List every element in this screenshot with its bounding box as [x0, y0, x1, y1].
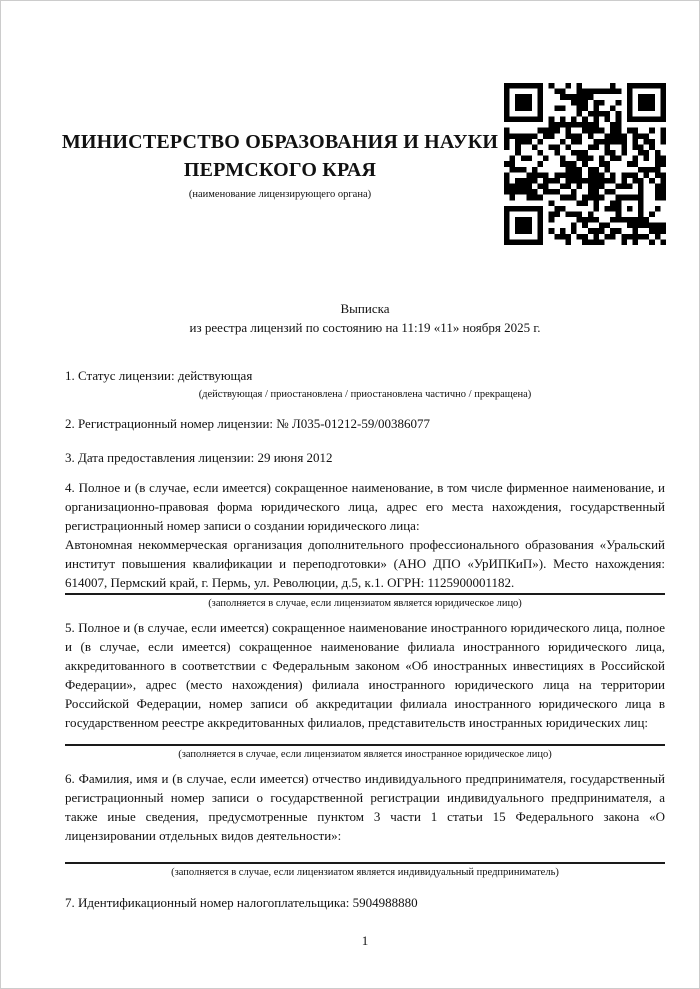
licensing-authority-header	[30, 128, 530, 201]
authority-caption: (наименование лицензирующего органа)	[188, 189, 372, 200]
ministry-name	[30, 128, 530, 184]
qr-code	[504, 83, 666, 245]
ministry-name-line1: МИНИСТЕРСТВО ОБРАЗОВАНИЯ И НАУКИ	[61, 131, 499, 153]
item-taxpayer-number	[65, 893, 665, 912]
item-individual-entrepreneur	[65, 769, 665, 879]
foreign-entity-caption: (заполняется в случае, если лицензиатом является иностранное юридическое лицо)	[178, 749, 552, 760]
fill-line	[65, 744, 665, 746]
license-status-options-caption: (действующая / приостановлена / приостановлена частично / прекращена)	[198, 389, 532, 400]
fill-line	[65, 862, 665, 864]
license-date-text: 3. Дата предоставления лицензии: 29 июня 2012	[65, 450, 333, 465]
license-status-text: 1. Статус лицензии: действующая	[65, 368, 253, 383]
document-title-line1: Выписка	[340, 301, 390, 316]
individual-entrepreneur-caption: (заполняется в случае, если лицензиатом является индивидуальный предприниматель)	[171, 867, 559, 878]
foreign-entity-text: 5. Полное и (в случае, если имеется) сокращенное наименование иностранного юридического лица, полное и (в случае, если имеется) сокращенное наименование филиала иностранного юридического лица, аккредитованного в соответствии с Федеральным законом «Об иностранных инвестициях в Российской Федерации», адрес (место нахождения) филиала иностранного юридического лица на территории Российской Федерации, номер записи об аккредитации филиала иностранного юридического лица в государственном реестре аккредитованных филиалов, представительств иностранных юридических лиц:	[65, 620, 665, 730]
item-license-date	[65, 448, 665, 467]
document-title-line2: из реестра лицензий по состоянию на 11:19 «11» ноября 2025 г.	[189, 320, 541, 335]
taxpayer-number-text: 7. Идентификационный номер налогоплательщика: 5904988880	[65, 895, 418, 910]
ministry-name-line2: ПЕРМСКОГО КРАЯ	[183, 159, 377, 181]
legal-entity-caption: (заполняется в случае, если лицензиатом является юридическое лицо)	[208, 598, 522, 609]
registration-number-text: 2. Регистрационный номер лицензии: № Л035-01212-59/00386077	[65, 416, 431, 431]
item-legal-entity	[65, 478, 665, 610]
individual-entrepreneur-text: 6. Фамилия, имя и (в случае, если имеется) отчество индивидуального предпринимателя, государственный регистрационный номер записи о государственной регистрации индивидуального предпринимателя, а также иные сведения, предусмотренные пунктом 3 части 1 статьи 15 Федерального закона «О лицензировании отдельных видов деятельности»:	[65, 771, 665, 843]
fill-line	[65, 593, 665, 595]
document-title	[65, 299, 665, 337]
item-foreign-entity	[65, 618, 665, 761]
page-number: 1	[361, 933, 369, 948]
legal-entity-template-text: 4. Полное и (в случае, если имеется) сокращенное наименование, в том числе фирменное наименование, и организационно-правовая форма юридического лица, адрес его места нахождения, государственный регистрационный номер записи о создании юридического лица:	[65, 480, 665, 533]
item-registration-number	[65, 414, 665, 433]
legal-entity-value-text: Автономная некоммерческая организация дополнительного профессионального образования «Уральский институт повышения квалификации и переподготовки» (АНО ДПО «УрИПКиП»). Место нахождения: 614007, Пермский край, г. Пермь, ул. Революции, д.5, к.1. ОГРН: 1125900001182.	[65, 537, 665, 590]
item-license-status	[65, 366, 665, 401]
